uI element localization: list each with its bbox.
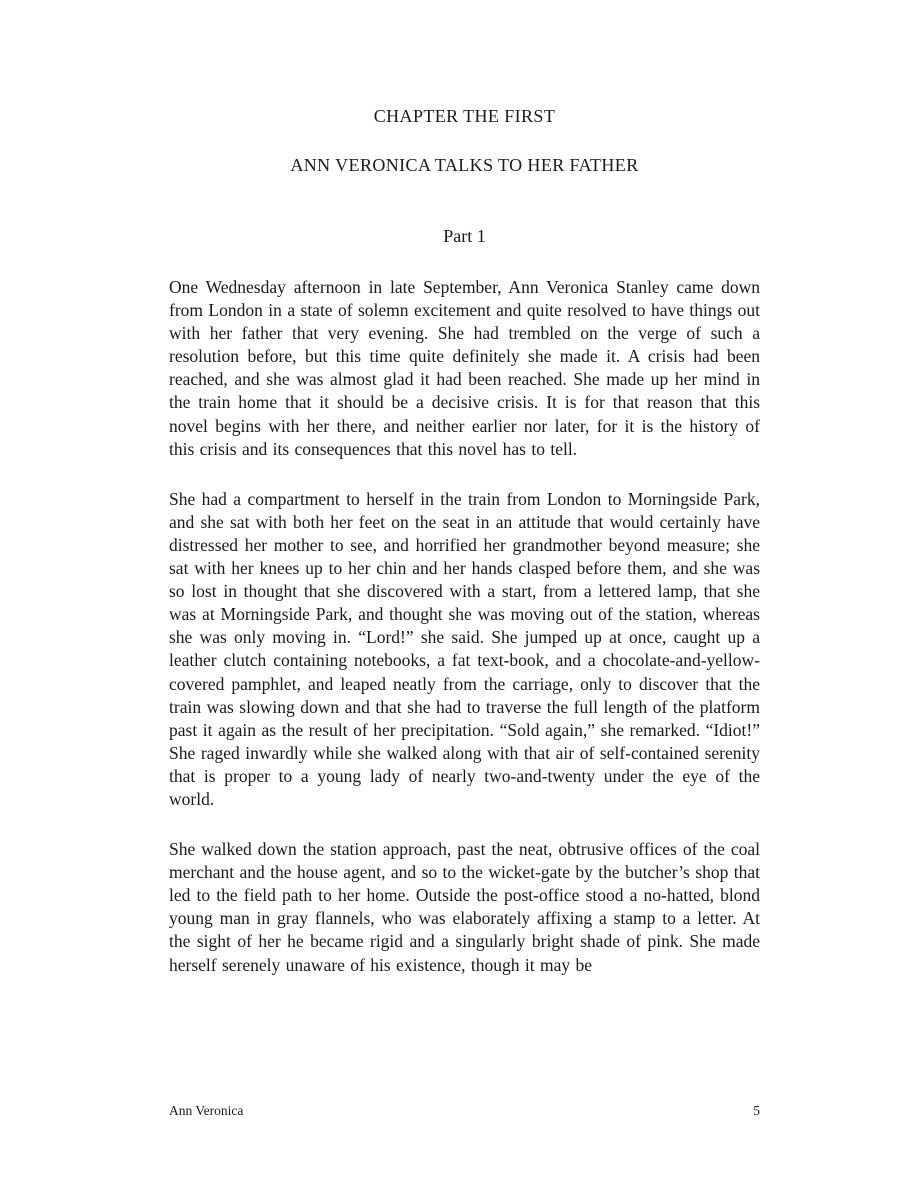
part-heading: Part 1 [443,226,486,246]
body-text [169,276,760,977]
paragraph-1: One Wednesday afternoon in late September, Ann Veronica Stanley came down from London in a state of solemn excitement and quite resolved to have things out with her father that very evening. She had trembled on the verge of such a resolution before, but this time quite definitely she made it. A crisis had been reached, and she was almost glad it had been reached. She made up her mind in the train home that it should be a decisive crisis. It is for that reason that this novel begins with her there, and neither earlier nor later, for it is the history of this crisis and its consequences that this novel has to tell. [169,277,760,459]
running-title: Ann Veronica [169,1103,244,1118]
page-number: 5 [753,1103,760,1118]
chapter-title: ANN VERONICA TALKS TO HER FATHER [290,155,639,175]
paragraph-2: She had a compartment to herself in the train from London to Morningside Park, and she sat with both her feet on the seat in an attitude that would certainly have distressed her mother to see, and horrified her grandmother beyond measure; she sat with her knees up to her chin and her hands clasped before them, and she was so lost in thought that she discovered with a start, from a lettered lamp, that she was at Morningside Park, and thought she was moving out of the station, whereas she was only moving in. “Lord!” she said. She jumped up at once, caught up a leather clutch containing notebooks, a fat text-book, and a chocolate-and-yellow-covered pamphlet, and leaped neatly from the carriage, only to discover that the train was slowing down and that she had to traverse the full length of the platform past it again as the result of her precipitation. “Sold again,” she remarked. “Idiot!” She raged inwardly while she walked along with that air of self-contained serenity that is proper to a young lady of nearly two-and-twenty under the eye of the world. [169,488,760,809]
chapter-heading: CHAPTER THE FIRST [373,106,556,126]
paragraph-3: She walked down the station approach, past the neat, obtrusive offices of the coal merchant and the house agent, and so to the wicket-gate by the butcher’s shop that led to the field path to her home. Outside the post-office stood a no-hatted, blond young man in gray flannels, who was elaborately affixing a stamp to a letter. At the sight of her he became rigid and a singularly bright shade of pink. She made herself serenely unaware of his existence, though it may be [169,839,760,975]
page-footer [169,1103,760,1119]
page-content [169,0,760,1004]
